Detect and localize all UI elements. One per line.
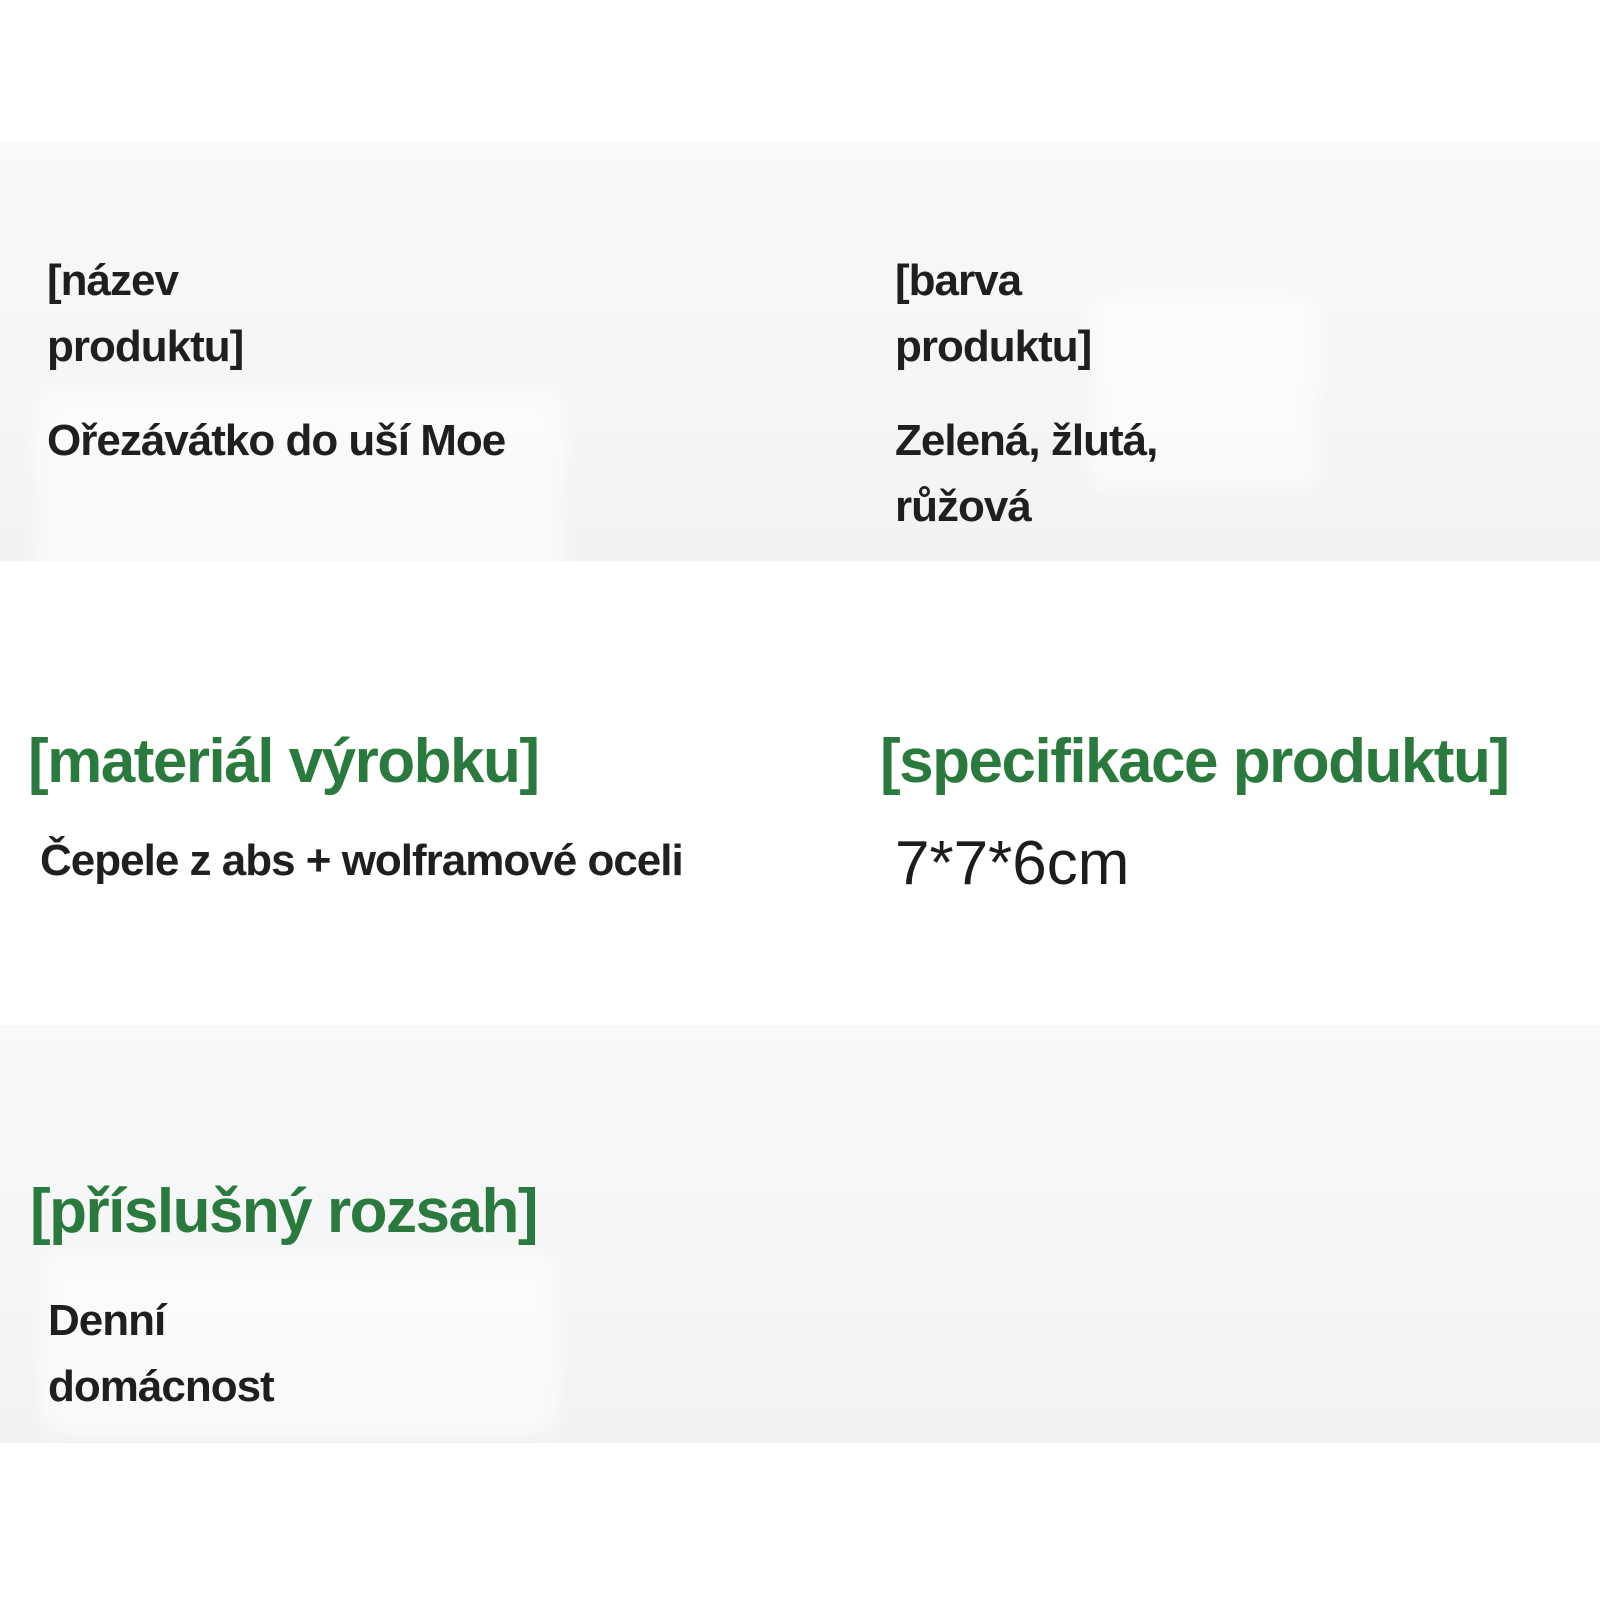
product-material-value: Čepele z abs + wolframové oceli <box>40 836 683 885</box>
product-material-heading: [materiál výrobku] <box>28 727 539 796</box>
product-spec-heading: [specifikace produktu] <box>880 727 1509 796</box>
applicable-range-heading: [příslušný rozsah] <box>30 1177 537 1246</box>
applicable-range-value: Denní domácnost <box>48 1296 274 1411</box>
product-spec-value: 7*7*6cm <box>895 829 1130 898</box>
product-color-value: Zelená, žlutá, růžová <box>895 416 1158 531</box>
product-color-label: [barva produktu] <box>895 256 1092 371</box>
product-name-value: Ořezávátko do uší Moe <box>47 416 506 465</box>
product-name-label: [název produktu] <box>47 256 244 371</box>
